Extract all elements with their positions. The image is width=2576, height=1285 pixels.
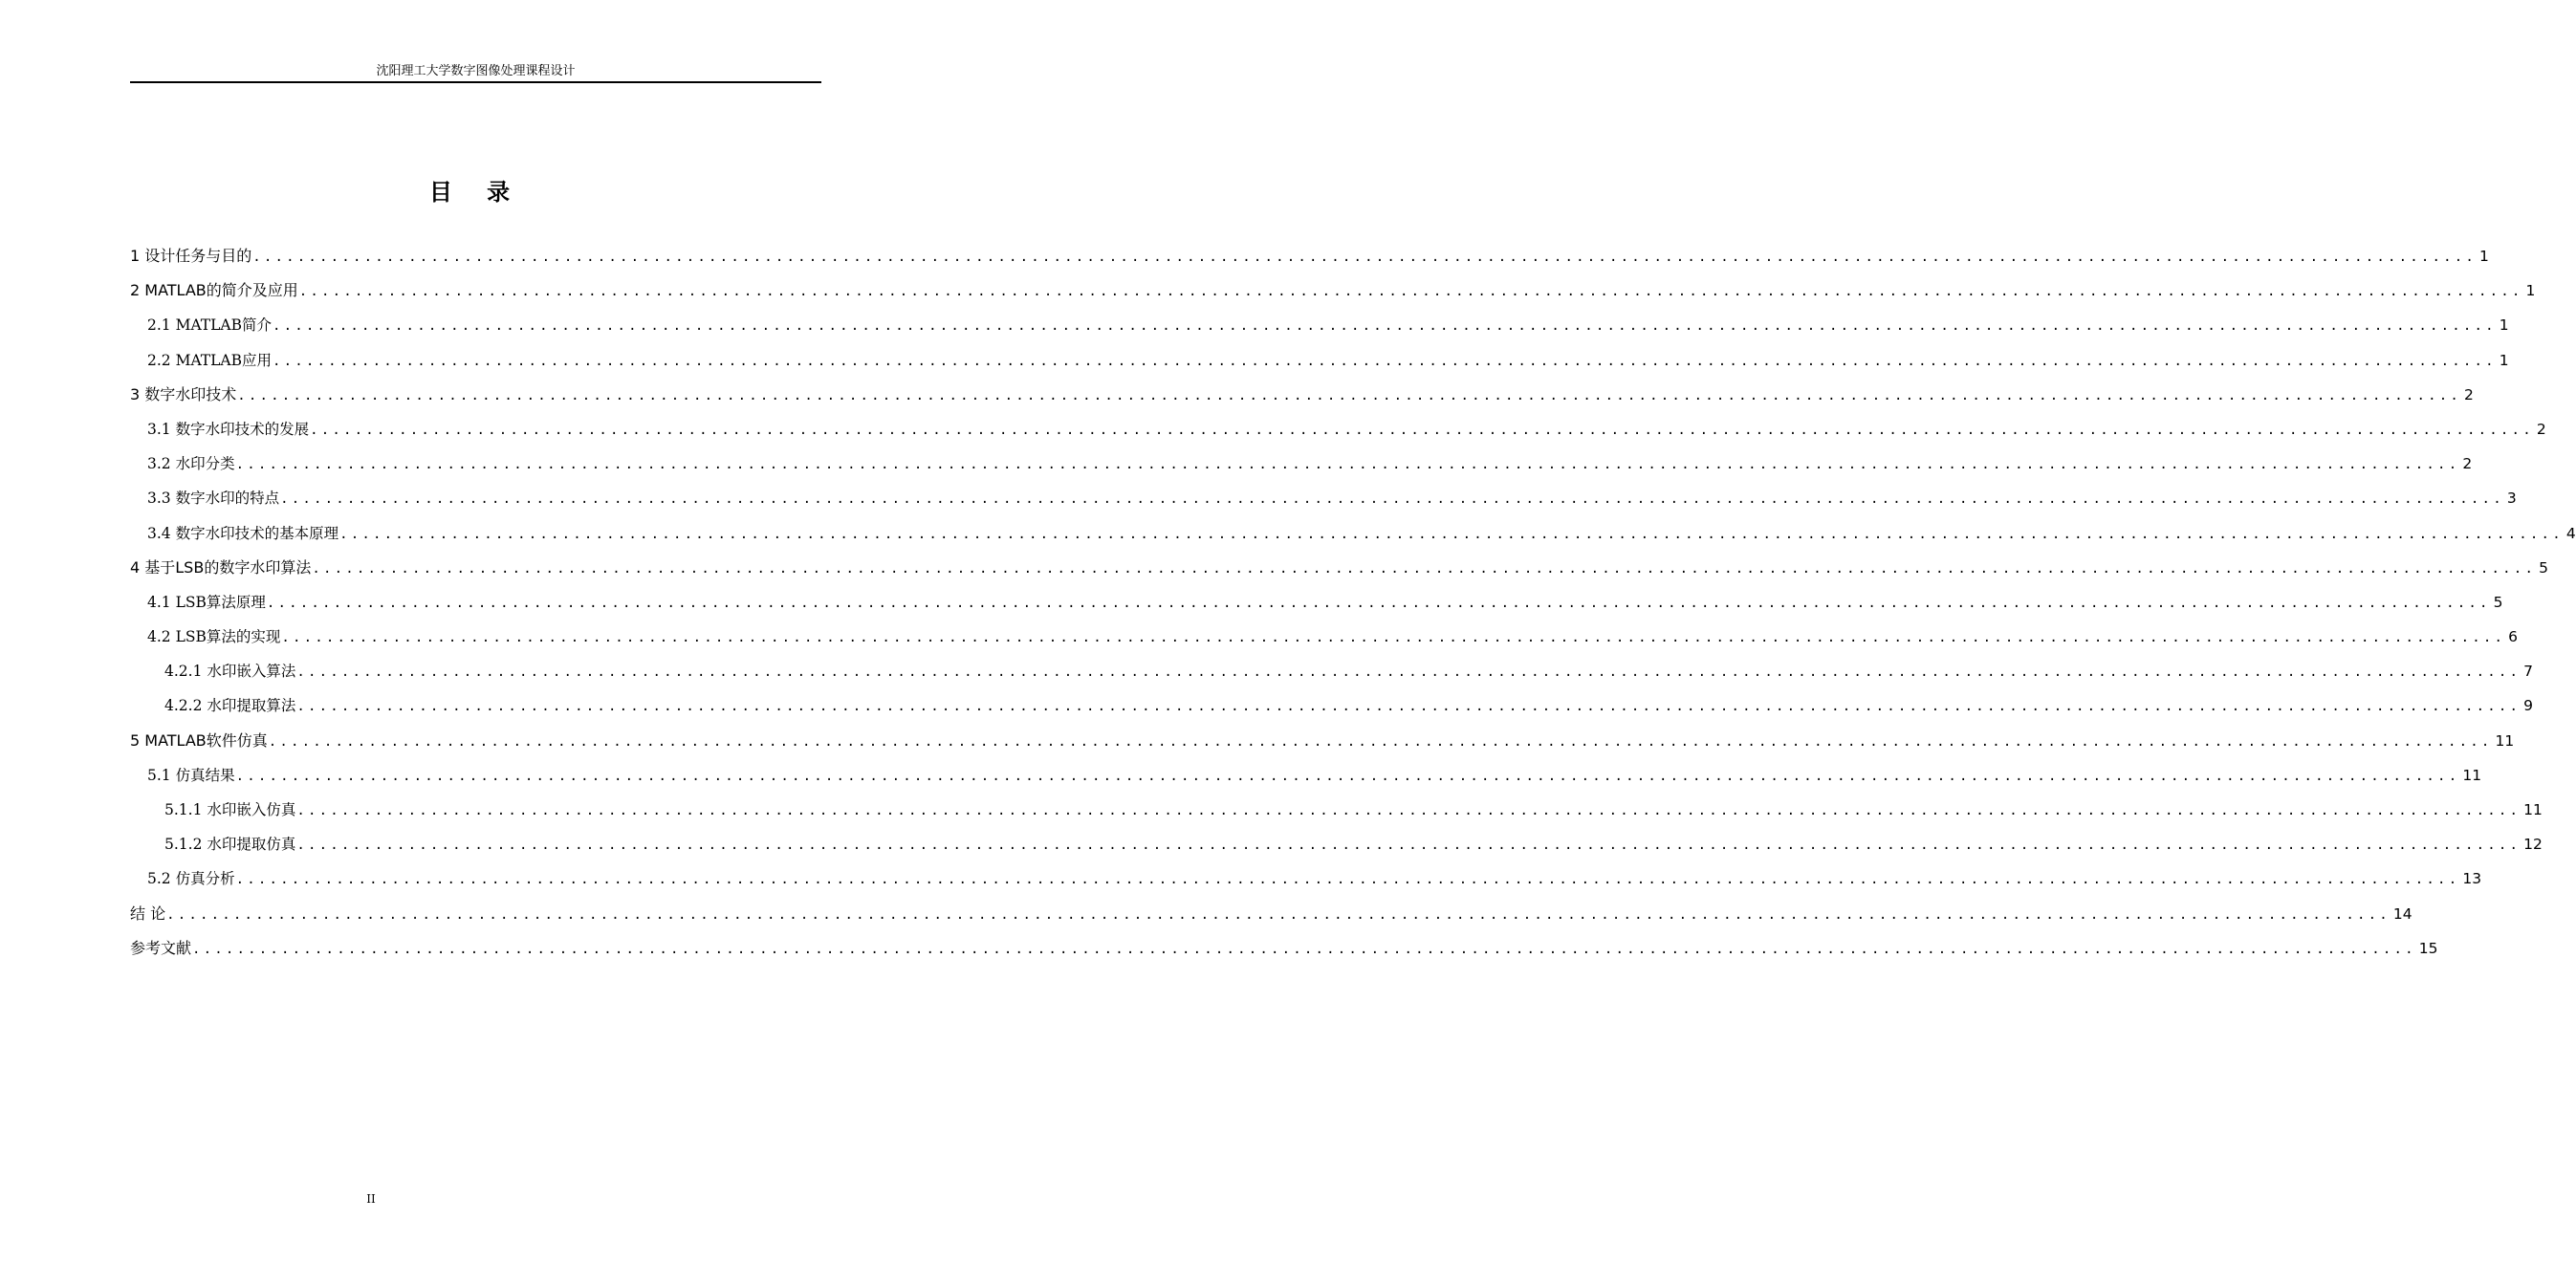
toc-entry[interactable] [130,522,2576,556]
toc-entry-page: 1 [2499,316,2509,335]
toc-entry-page: 2 [2462,455,2473,473]
toc-entry[interactable] [130,279,2536,314]
toc-entry-label: 参考文献 [130,938,192,957]
toc-entry-page: 4 [2565,524,2576,542]
toc-entry[interactable] [130,314,2509,348]
toc-entry-page: 12 [2523,836,2543,854]
toc-entry-label: 4.2.1 水印嵌入算法 [164,663,296,681]
toc-dot-leader: ........................................................................................................................................................................................................ [273,353,2497,369]
toc-entry[interactable] [130,556,2548,591]
toc-entry-label: 5.1.2 水印提取仿真 [164,836,296,854]
toc-dot-leader: ........................................................................................................................................................................................................ [312,560,2537,577]
toc-entry-label: 2.1 MATLAB简介 [147,316,273,335]
toc-entry-page: 13 [2462,870,2482,888]
table-of-contents [130,245,2576,971]
toc-dot-leader: ........................................................................................................................................................................................................ [339,526,2564,542]
toc-dot-leader: ........................................................................................................................................................................................................ [296,664,2521,681]
toc-dot-leader: ........................................................................................................................................................................................................ [237,387,2462,403]
toc-entry-label: 3.2 水印分类 [147,455,235,473]
toc-dot-leader: ........................................................................................................................................................................................................ [166,906,2390,923]
toc-entry[interactable] [130,591,2503,625]
toc-entry[interactable] [130,452,2473,487]
toc-entry[interactable] [130,383,2474,418]
toc-entry-page: 1 [2479,248,2489,265]
toc-entry-label: 4.2 LSB算法的实现 [147,628,281,646]
toc-entry[interactable] [130,418,2546,452]
toc-dot-leader: ........................................................................................................................................................................................................ [296,803,2521,818]
toc-dot-leader: ........................................................................................................................................................................................................ [281,630,2506,646]
toc-dot-leader: ........................................................................................................................................................................................................ [235,457,2460,473]
toc-entry-label: 5.2 仿真分析 [147,870,235,888]
toc-entry-page: 9 [2523,697,2533,715]
toc-entry-page: 11 [2495,731,2515,750]
toc-entry[interactable] [130,245,2489,279]
toc-dot-leader: ........................................................................................................................................................................................................ [310,422,2534,438]
header-rule [130,81,821,83]
toc-entry-page: 11 [2462,766,2482,784]
toc-title: 目 录 [428,179,524,206]
toc-dot-leader: ........................................................................................................................................................................................................ [280,491,2504,508]
toc-entry-page: 14 [2392,904,2412,923]
toc-entry-page: 11 [2523,801,2543,818]
toc-dot-leader: ........................................................................................................................................................................................................ [298,284,2523,300]
toc-entry-label: 结 论 [130,904,166,923]
toc-entry[interactable] [130,625,2519,660]
toc-entry[interactable] [130,798,2543,833]
toc-entry-page: 2 [2464,385,2474,403]
toc-dot-leader: ........................................................................................................................................................................................................ [268,733,2493,750]
toc-entry-label: 5.1 仿真结果 [147,766,235,784]
toc-dot-leader: ........................................................................................................................................................................................................ [235,872,2460,888]
toc-dot-leader: ........................................................................................................................................................................................................ [192,941,2416,957]
toc-entry-page: 5 [2493,593,2503,611]
toc-entry[interactable] [130,349,2509,383]
toc-dot-leader: ........................................................................................................................................................................................................ [273,318,2497,335]
toc-entry[interactable] [130,660,2533,694]
toc-entry-page: 2 [2536,420,2546,438]
toc-entry[interactable] [130,730,2515,764]
toc-entry-label: 4.1 LSB算法原理 [147,593,266,611]
toc-dot-leader: ........................................................................................................................................................................................................ [266,595,2491,611]
toc-entry[interactable] [130,867,2482,902]
toc-entry-label: 4.2.2 水印提取算法 [164,697,296,715]
toc-entry-page: 1 [2525,282,2536,300]
toc-entry[interactable] [130,833,2543,867]
toc-entry-label: 3 数字水印技术 [130,384,237,403]
toc-entry-page: 3 [2506,490,2517,508]
toc-dot-leader: ........................................................................................................................................................................................................ [235,768,2460,784]
toc-entry[interactable] [130,487,2517,521]
toc-entry[interactable] [130,694,2533,729]
page-number: II [366,1192,376,1206]
toc-entry-page: 7 [2523,663,2533,681]
toc-entry-page: 15 [2418,939,2438,957]
page-header: 沈阳理工大学数字图像处理课程设计 [376,64,576,78]
toc-entry-label: 3.4 数字水印技术的基本原理 [147,524,339,542]
toc-entry-label: 1 设计任务与目的 [130,247,252,265]
toc-entry-label: 2.2 MATLAB应用 [147,351,273,369]
toc-entry-label: 3.1 数字水印技术的发展 [147,420,310,438]
toc-entry-label: 4 基于LSB的数字水印算法 [130,557,312,577]
toc-dot-leader: ........................................................................................................................................................................................................ [252,250,2478,265]
toc-entry-label: 3.3 数字水印的特点 [147,490,280,508]
toc-entry[interactable] [130,903,2412,937]
toc-dot-leader: ........................................................................................................................................................................................................ [296,838,2521,854]
toc-entry-label: 5.1.1 水印嵌入仿真 [164,801,296,818]
toc-entry-page: 1 [2499,351,2509,369]
toc-entry-label: 2 MATLAB的简介及应用 [130,281,298,300]
toc-entry[interactable] [130,937,2438,971]
toc-entry-page: 5 [2539,558,2548,577]
toc-entry-label: 5 MATLAB软件仿真 [130,730,268,750]
toc-dot-leader: ........................................................................................................................................................................................................ [296,699,2521,715]
toc-entry[interactable] [130,764,2482,798]
toc-entry-page: 6 [2508,628,2519,646]
